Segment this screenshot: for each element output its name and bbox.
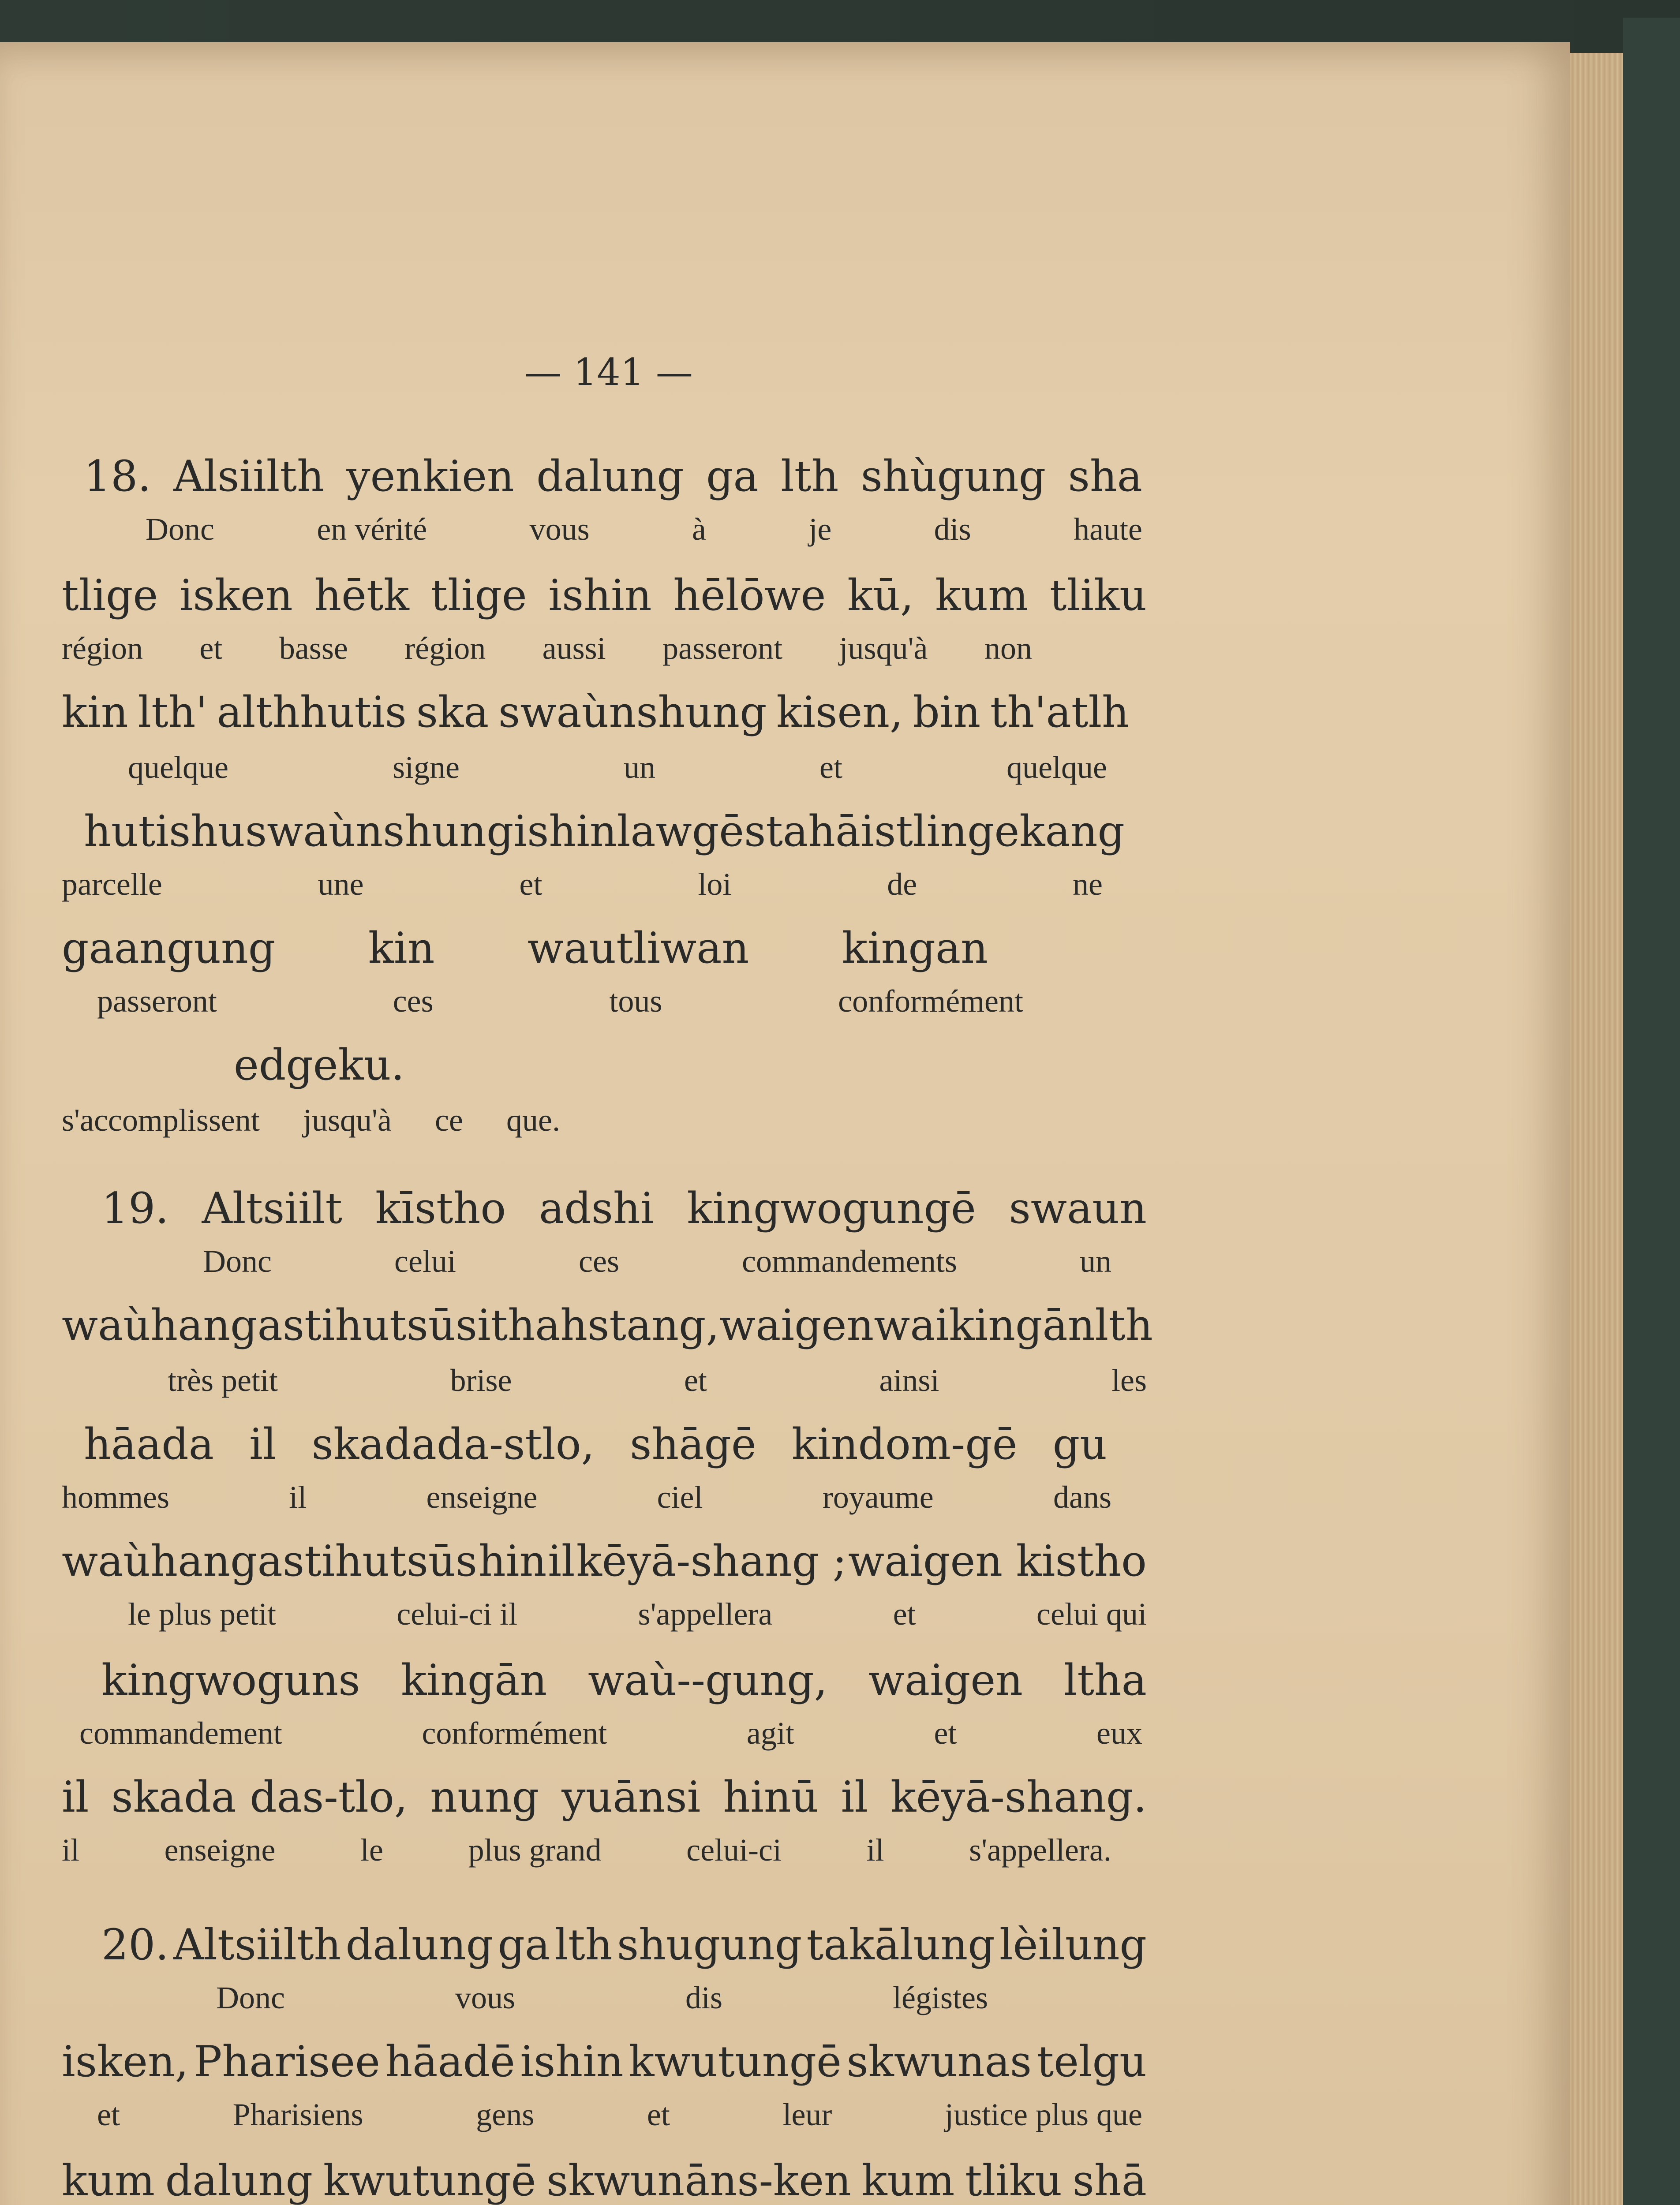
haida-word: kwutungē xyxy=(629,2037,842,2086)
haida-word: kin xyxy=(368,923,435,973)
french-word: haute xyxy=(1074,512,1142,547)
haida-word: skada das-tlo, xyxy=(111,1772,408,1822)
french-word: un xyxy=(1080,1244,1111,1279)
haida-word: Altsiilt xyxy=(202,1184,343,1233)
haida-word: tlige xyxy=(430,571,527,620)
haida-word: shugung xyxy=(617,1920,802,1970)
french-gloss-line xyxy=(62,1100,560,1140)
french-gloss-line xyxy=(128,1594,1147,1634)
french-word: aussi xyxy=(542,631,606,666)
french-word: ne xyxy=(1073,867,1103,902)
haida-word: kisen, xyxy=(776,688,903,737)
french-word: Donc xyxy=(203,1244,272,1279)
french-word: Pharisiens xyxy=(232,2097,363,2132)
french-word: basse xyxy=(279,631,348,666)
haida-word: ishin xyxy=(513,807,617,856)
french-word: ce xyxy=(435,1102,463,1138)
haida-word: lawgē xyxy=(617,807,745,856)
french-gloss-line xyxy=(128,747,1107,787)
haida-word: skwunas xyxy=(846,2037,1032,2086)
page-edges xyxy=(1570,53,1623,2205)
french-word: région xyxy=(404,631,486,666)
haida-word: swaùnshung xyxy=(498,688,767,737)
haida-word: ishin xyxy=(520,2037,624,2086)
french-word: tous xyxy=(609,983,662,1019)
french-word: le plus petit xyxy=(128,1596,276,1632)
french-word: dis xyxy=(685,1980,723,2015)
haida-word: thahstang, xyxy=(490,1301,719,1350)
french-word: jusqu'à xyxy=(303,1102,392,1138)
french-word: Donc xyxy=(216,1980,285,2015)
french-gloss-line xyxy=(97,981,1023,1021)
haida-word: dalung xyxy=(345,1920,494,1970)
french-word: que. xyxy=(506,1102,560,1138)
haida-word: wautliwan xyxy=(527,923,749,973)
haida-word: hēlōwe xyxy=(673,571,826,620)
french-word: le xyxy=(360,1832,384,1868)
book-cover-edge xyxy=(1623,18,1680,2205)
haida-word: kindom-gē xyxy=(791,1420,1018,1469)
french-word: justice plus que xyxy=(945,2097,1142,2132)
haida-word: tliku xyxy=(1049,571,1147,620)
haida-word: hētk xyxy=(314,571,409,620)
french-gloss-line xyxy=(146,509,1142,549)
haida-word: lth xyxy=(781,452,839,501)
haida-word: kīstho xyxy=(375,1184,506,1233)
haida-word: telgu xyxy=(1036,2037,1147,2086)
french-word: et xyxy=(684,1363,707,1398)
haida-word: bin xyxy=(913,688,981,737)
french-word: je xyxy=(808,512,832,547)
french-word: gens xyxy=(476,2097,535,2132)
french-word: s'accomplissent xyxy=(62,1102,260,1138)
haida-word: adshi xyxy=(539,1184,654,1233)
haida-word: edge xyxy=(234,1040,338,1090)
haida-word: waùhangastihutsūsi xyxy=(62,1301,491,1350)
haida-word: althhutis xyxy=(217,688,407,737)
french-word: et xyxy=(97,2097,120,2132)
haida-word: dalung xyxy=(165,2156,313,2205)
haida-word: ishin xyxy=(548,571,652,620)
french-word: vous xyxy=(455,1980,515,2015)
french-gloss-line xyxy=(203,1241,1111,1281)
french-word: parcelle xyxy=(62,867,162,902)
french-word: enseigne xyxy=(164,1832,276,1868)
haida-word: kēyā-shang ; xyxy=(576,1536,847,1586)
french-word: conformément xyxy=(838,983,1023,1019)
haida-word: shā xyxy=(1072,2156,1147,2205)
haida-word: waù--gung, xyxy=(587,1656,828,1705)
french-word: dans xyxy=(1053,1480,1111,1515)
french-word: brise xyxy=(450,1363,512,1398)
haida-word: waigen kistho xyxy=(848,1536,1147,1586)
french-word: jusqu'à xyxy=(839,631,928,666)
haida-word: swaùnshung xyxy=(245,807,514,856)
french-word: dis xyxy=(934,512,971,547)
haida-word: hinū xyxy=(723,1772,819,1822)
french-word: région xyxy=(62,631,143,666)
haida-word: hutis xyxy=(84,807,191,856)
french-gloss-line xyxy=(168,1360,1147,1400)
haida-word: kēyā-shang. xyxy=(890,1772,1147,1822)
haida-word: sha xyxy=(1068,452,1142,501)
haida-word: lth' xyxy=(138,688,207,737)
haida-word: shùgung xyxy=(861,452,1046,501)
french-word: royaume xyxy=(822,1480,934,1515)
french-word: il xyxy=(866,1832,884,1868)
french-gloss-line xyxy=(62,628,1032,668)
haida-word: ga xyxy=(706,452,759,501)
haida-word: lth xyxy=(1095,1301,1153,1350)
haida-word: shāgē xyxy=(630,1420,756,1469)
french-word: il xyxy=(62,1832,80,1868)
haida-word: tlige xyxy=(62,571,158,620)
haida-word: 18. xyxy=(84,452,151,501)
french-word: vous xyxy=(529,512,590,547)
french-word: légistes xyxy=(893,1980,988,2015)
haida-word: hin xyxy=(478,1536,547,1586)
french-word: celui xyxy=(394,1244,456,1279)
haida-word: swaun xyxy=(1009,1184,1147,1233)
haida-word: hāada xyxy=(84,1420,214,1469)
haida-word: ku. xyxy=(338,1040,405,1090)
haida-word: isken xyxy=(179,571,293,620)
haida-word: kum xyxy=(861,2156,955,2205)
haida-line xyxy=(101,1180,1147,1237)
haida-word: Altsiilth xyxy=(173,1920,341,1970)
haida-word: stahā xyxy=(744,807,861,856)
haida-word: gaangung xyxy=(62,923,276,973)
french-gloss-line xyxy=(62,1830,1111,1870)
french-word: et xyxy=(199,631,223,666)
haida-word: 19. xyxy=(101,1184,169,1233)
haida-line xyxy=(234,1036,405,1094)
haida-line xyxy=(84,1416,1107,1473)
haida-line xyxy=(62,2033,1147,2090)
haida-word: kingan xyxy=(842,923,988,973)
french-word: celui-ci il xyxy=(397,1596,518,1632)
haida-word: waigen xyxy=(719,1301,874,1350)
haida-word: lèilung xyxy=(999,1920,1147,1970)
french-gloss-line xyxy=(79,1713,1142,1753)
haida-word: kang xyxy=(1019,807,1125,856)
haida-word: waikingān xyxy=(874,1301,1095,1350)
haida-word: waùhangastihutsūs xyxy=(62,1536,477,1586)
haida-word: kingān xyxy=(401,1656,547,1705)
haida-word: il xyxy=(249,1420,277,1469)
french-word: et xyxy=(647,2097,670,2132)
haida-word: hāadē xyxy=(385,2037,515,2086)
haida-word: waigen xyxy=(868,1656,1023,1705)
haida-word: is xyxy=(861,807,896,856)
haida-word: skwunāns-ken xyxy=(546,2156,851,2205)
haida-word: th'atlh xyxy=(990,688,1129,737)
haida-line xyxy=(62,567,1147,624)
french-word: quelque xyxy=(128,750,228,785)
french-word: à xyxy=(692,512,706,547)
haida-word: tliku xyxy=(965,2156,1063,2205)
french-word: ces xyxy=(579,1244,619,1279)
french-word: et xyxy=(893,1596,916,1632)
haida-word: kingwogungē xyxy=(687,1184,976,1233)
haida-word: gu xyxy=(1052,1420,1107,1469)
haida-word: kum xyxy=(62,2156,155,2205)
french-word: un xyxy=(624,750,655,785)
french-gloss-line xyxy=(97,2095,1142,2134)
haida-word: tlinge xyxy=(896,807,1020,856)
french-word: commandement xyxy=(79,1715,282,1751)
haida-word: kingwoguns xyxy=(101,1656,360,1705)
french-word: et xyxy=(519,867,543,902)
french-word: commandements xyxy=(742,1244,957,1279)
french-word: les xyxy=(1111,1363,1147,1398)
haida-line xyxy=(101,1652,1147,1709)
french-word: s'appellera. xyxy=(969,1832,1111,1868)
french-word: plus grand xyxy=(468,1832,602,1868)
haida-word: isken, xyxy=(62,2037,189,2086)
french-word: en vérité xyxy=(317,512,427,547)
french-word: non xyxy=(984,631,1032,666)
french-word: ainsi xyxy=(879,1363,939,1398)
french-word: ces xyxy=(393,983,434,1019)
haida-line xyxy=(62,1768,1147,1826)
french-word: et xyxy=(934,1715,957,1751)
french-word: passeront xyxy=(97,983,217,1019)
haida-word: kwutungē xyxy=(323,2156,536,2205)
haida-line xyxy=(101,1916,1147,1973)
page xyxy=(0,42,1570,2205)
haida-line xyxy=(62,684,1129,741)
french-word: conformément xyxy=(422,1715,607,1751)
french-word: leur xyxy=(782,2097,832,2132)
haida-word: takālung xyxy=(806,1920,995,1970)
french-word: celui qui xyxy=(1036,1596,1147,1632)
french-word: celui-ci xyxy=(686,1832,782,1868)
haida-word: il xyxy=(548,1536,575,1586)
haida-word: il xyxy=(841,1772,868,1822)
french-word: loi xyxy=(698,867,732,902)
french-word: une xyxy=(318,867,364,902)
haida-word: kum xyxy=(935,571,1029,620)
french-word: de xyxy=(887,867,917,902)
haida-line xyxy=(62,1297,1153,1354)
french-word: s'appellera xyxy=(638,1596,773,1632)
french-word: passeront xyxy=(662,631,783,666)
haida-word: ga xyxy=(498,1920,550,1970)
haida-word: ltha xyxy=(1063,1656,1147,1705)
french-word: signe xyxy=(392,750,460,785)
haida-word: lth xyxy=(554,1920,613,1970)
french-word: agit xyxy=(746,1715,794,1751)
haida-word: hu xyxy=(191,807,245,856)
page-number: — 141 — xyxy=(524,351,693,394)
french-gloss-line xyxy=(62,864,1103,904)
haida-word: skadada-stlo, xyxy=(311,1420,595,1469)
haida-word: yenkien xyxy=(346,452,514,501)
haida-word: 20. xyxy=(101,1920,169,1970)
french-word: et xyxy=(819,750,843,785)
haida-word: nung xyxy=(430,1772,539,1822)
french-word: enseigne xyxy=(426,1480,538,1515)
french-word: ciel xyxy=(657,1480,703,1515)
haida-line xyxy=(62,2152,1147,2205)
french-word: il xyxy=(289,1480,307,1515)
haida-word: Pharisee xyxy=(193,2037,380,2086)
haida-line xyxy=(62,1532,1147,1590)
french-word: Donc xyxy=(146,512,214,547)
french-word: hommes xyxy=(62,1480,169,1515)
haida-word: kin xyxy=(62,688,128,737)
haida-line xyxy=(84,448,1142,505)
french-word: très petit xyxy=(168,1363,278,1398)
haida-line xyxy=(84,803,1125,860)
french-gloss-line xyxy=(216,1978,988,2018)
haida-word: il xyxy=(62,1772,89,1822)
haida-word: yuānsi xyxy=(561,1772,701,1822)
french-word: eux xyxy=(1096,1715,1142,1751)
haida-word: ska xyxy=(416,688,489,737)
french-gloss-line xyxy=(62,1477,1111,1517)
haida-line xyxy=(62,919,988,977)
french-word: quelque xyxy=(1007,750,1107,785)
haida-word: Alsiilth xyxy=(173,452,324,501)
haida-word: dalung xyxy=(536,452,684,501)
haida-word: kū, xyxy=(847,571,914,620)
